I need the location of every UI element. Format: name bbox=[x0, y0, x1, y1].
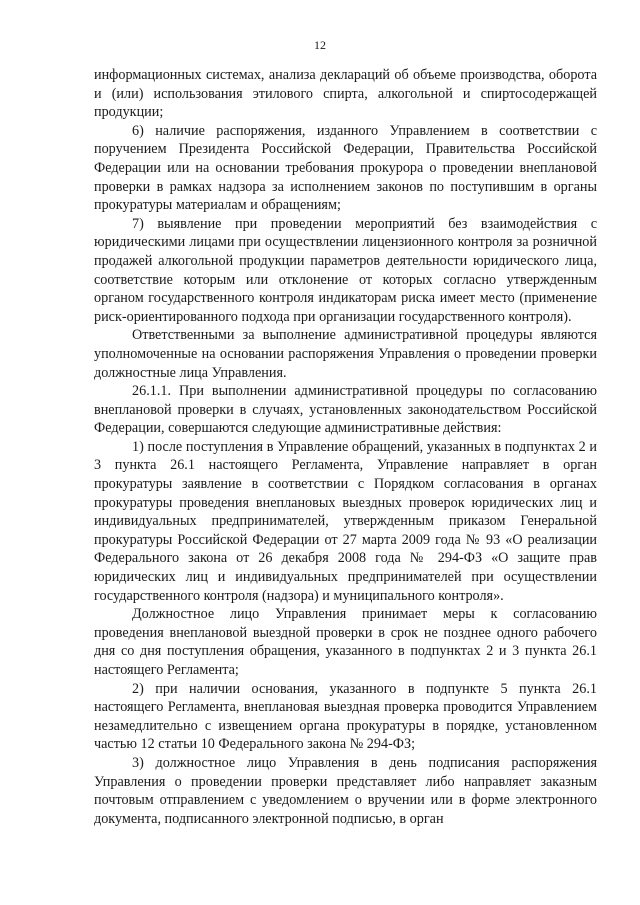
paragraph-official-measures: Должностное лицо Управления принимает меры к согласованию проведения внеплановой выездной проверки в срок не позднее одного рабочего дня со дня поступления обращения, указанного в подпунктах 2 и 3 пункта 26.1 настоящего Регламента; bbox=[94, 606, 597, 678]
paragraph-action-2: 2) при наличии основания, указанного в подпункте 5 пункта 26.1 настоящего Регламента, внеплановая выездная проверка проводится Управлением незамедлительно с извещением органа прокуратуры в порядке, установленном частью 12 статьи 10 Федерального закона № 294-ФЗ; bbox=[94, 680, 597, 753]
document-body bbox=[94, 66, 597, 828]
paragraph-action-1: 1) после поступления в Управление обращений, указанных в подпунктах 2 и 3 пункта 26.1 настоящего Регламента, Управление направляет в орган прокуратуры заявление в соответствии с Порядком согласования в органах прокуратуры проведения внеплановых выездных проверок юридических лиц и индивидуальных предпринимателей, утвержденным приказом Генеральной прокуратуры Российской Федерации от 27 марта 2009 года № 93 «О реализации Федерального закона от 26 декабря 2008 года № 294-ФЗ «О защите прав юридических лиц и индивидуальных предпринимателей при осуществлении государственного контроля (надзора) и муниципального контроля». bbox=[94, 438, 597, 604]
paragraph-continuation: информационных системах, анализа деклараций об объеме производства, оборота и (или) использования этилового спирта, алкогольной и спиртосодержащей продукции; bbox=[94, 67, 597, 121]
paragraph-responsible: Ответственными за выполнение административной процедуры являются уполномоченные на основании распоряжения Управления о проведении проверки должностные лица Управления. bbox=[94, 327, 597, 381]
paragraph-action-3: 3) должностное лицо Управления в день подписания распоряжения Управления о проведении проверки представляет либо направляет заказным почтовым отправлением с уведомлением о вручении или в форме электронного документа, подписанного электронной подписью, в орган bbox=[94, 754, 597, 827]
page-number: 12 bbox=[314, 38, 326, 52]
paragraph-section-26-1-1: 26.1.1. При выполнении административной процедуры по согласованию внеплановой проверки в случаях, установленных законодательством Российской Федерации, совершаются следующие административные действия: bbox=[94, 383, 597, 437]
paragraph-item-7: 7) выявление при проведении мероприятий без взаимодействия с юридическими лицами при осуществлении лицензионного контроля за розничной продажей алкогольной продукции параметров деятельности юридического лица, соответствие которым или отклонение от которых согласно утвержденным органом государственного контроля индикаторам риска имеет место (применение риск-ориентированного подхода при организации государственного контроля). bbox=[94, 215, 597, 325]
paragraph-item-6: 6) наличие распоряжения, изданного Управлением в соответствии с поручением Президента Российской Федерации, Правительства Российской Федерации или на основании требования прокурора о проведении внеплановой проверки в рамках надзора за исполнением законов по поступившим в органы прокуратуры материалам и обращениям; bbox=[94, 122, 597, 214]
